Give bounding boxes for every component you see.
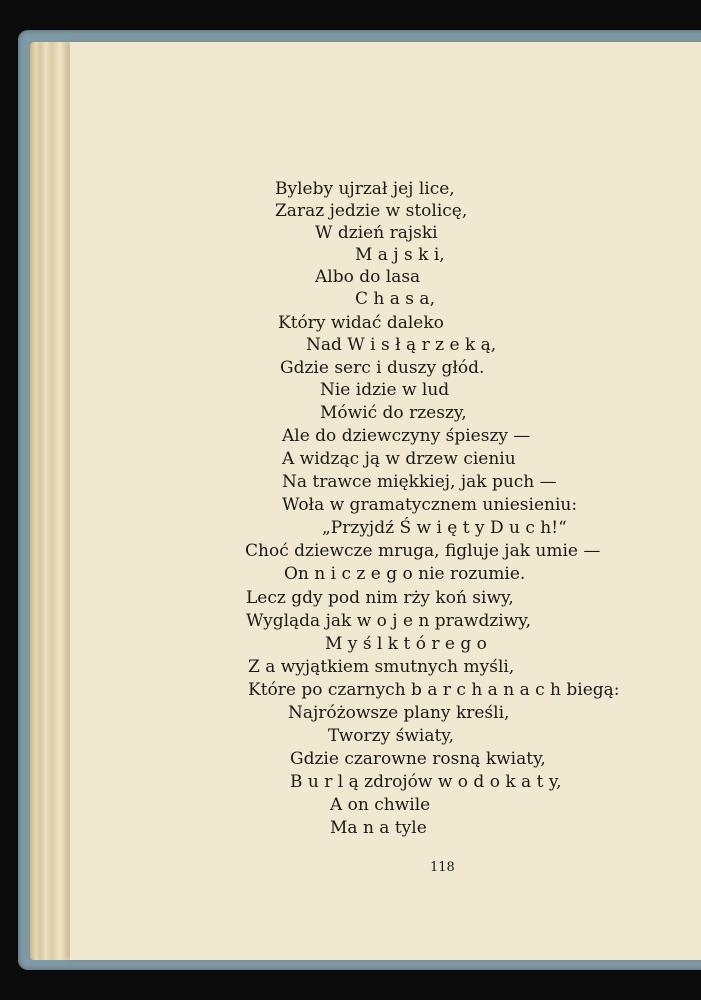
poem-line: Gdzie serc i duszy głód.	[280, 358, 485, 378]
poem-line: Lecz gdy pod nim rży koń siwy,	[246, 588, 514, 608]
poem-line: Ma n a tyle	[330, 818, 427, 838]
poem-line: C h a s a,	[355, 289, 435, 309]
poem-line: Ale do dziewczyny śpieszy —	[282, 426, 531, 446]
poem-text	[70, 42, 701, 960]
page-number: 118	[430, 860, 455, 875]
poem-line: Na trawce miękkiej, jak puch —	[282, 472, 557, 492]
poem-line: Tworzy światy,	[328, 726, 455, 746]
poem-line: Wygląda jak w o j e n prawdziwy,	[246, 611, 532, 631]
poem-line: Albo do lasa	[315, 267, 421, 287]
poem-line: Mówić do rzeszy,	[320, 403, 467, 423]
poem-line: Z a wyjątkiem smutnych myśli,	[248, 657, 515, 677]
poem-line: M a j s k i,	[355, 245, 445, 265]
poem-line: On n i c z e g o nie rozumie.	[284, 564, 526, 584]
poem-line: Nad W i s ł ą r z e k ą,	[306, 335, 497, 355]
poem-line: „Przyjdź Ś w i ę t y D u c h!“	[322, 518, 567, 538]
poem-line: Które po czarnych b a r c h a n a c h biegą:	[248, 680, 620, 700]
poem-line: M y ś l k t ó r e g o	[325, 634, 487, 654]
poem-line: Gdzie czarowne rosną kwiaty,	[290, 749, 546, 769]
poem-line: A widząc ją w drzew cieniu	[282, 449, 516, 469]
poem-line: W dzień rajski	[315, 223, 438, 243]
poem-line: Zaraz jedzie w stolicę,	[275, 201, 468, 221]
poem-line: Nie idzie w lud	[320, 380, 450, 400]
book-page	[70, 42, 701, 960]
poem-line: Który widać daleko	[278, 313, 444, 333]
poem-line: Choć dziewcze mruga, figluje jak umie —	[245, 541, 601, 561]
poem-line: A on chwile	[330, 795, 431, 815]
poem-line: Byleby ujrzał jej lice,	[275, 179, 455, 199]
poem-line: Woła w gramatycznem uniesieniu:	[282, 495, 578, 515]
poem-line: Najróżowsze plany kreśli,	[288, 703, 510, 723]
poem-line: B u r l ą zdrojów w o d o k a t y,	[290, 772, 562, 792]
